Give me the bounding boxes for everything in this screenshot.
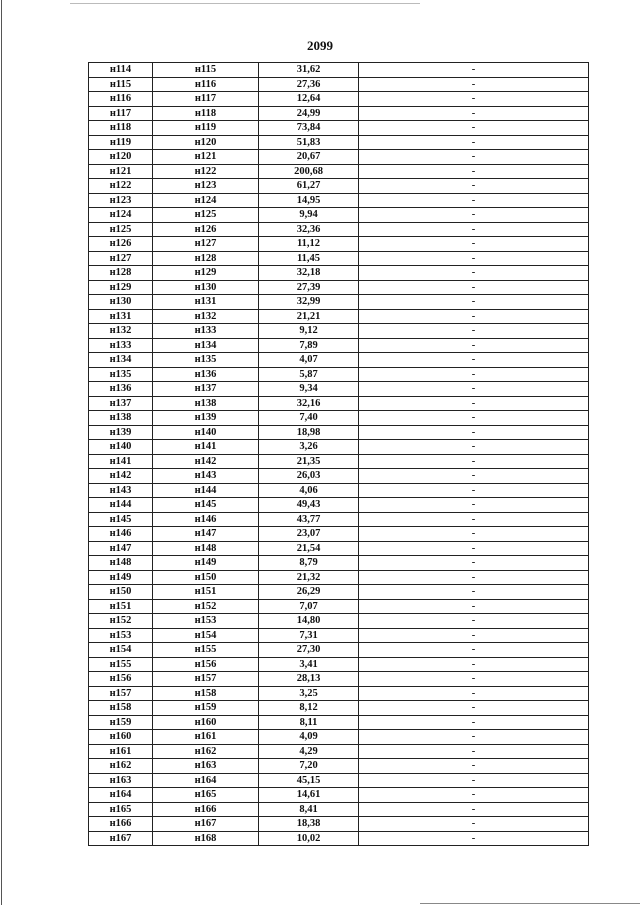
point-to-cell: н153 — [153, 614, 259, 629]
table-row — [89, 222, 589, 237]
point-to-cell: н133 — [153, 324, 259, 339]
point-to-cell: н158 — [153, 686, 259, 701]
table-row — [89, 454, 589, 469]
point-from-cell: н143 — [89, 483, 153, 498]
point-to-cell: н154 — [153, 628, 259, 643]
note-cell: - — [359, 237, 589, 252]
point-to-cell: н151 — [153, 585, 259, 600]
table-row — [89, 382, 589, 397]
distance-cell: 51,83 — [259, 135, 359, 150]
point-from-cell: н118 — [89, 121, 153, 136]
note-cell: - — [359, 396, 589, 411]
distance-cell: 61,27 — [259, 179, 359, 194]
point-to-cell: н144 — [153, 483, 259, 498]
point-from-cell: н114 — [89, 63, 153, 78]
point-to-cell: н142 — [153, 454, 259, 469]
table-row — [89, 440, 589, 455]
point-to-cell: н136 — [153, 367, 259, 382]
point-from-cell: н119 — [89, 135, 153, 150]
distance-cell: 21,35 — [259, 454, 359, 469]
note-cell: - — [359, 469, 589, 484]
table-row — [89, 338, 589, 353]
distance-cell: 3,26 — [259, 440, 359, 455]
table-row — [89, 498, 589, 513]
point-to-cell: н122 — [153, 164, 259, 179]
table-row — [89, 266, 589, 281]
point-from-cell: н128 — [89, 266, 153, 281]
point-to-cell: н155 — [153, 643, 259, 658]
note-cell: - — [359, 759, 589, 774]
note-cell: - — [359, 353, 589, 368]
point-to-cell: н118 — [153, 106, 259, 121]
table-row — [89, 121, 589, 136]
point-to-cell: н126 — [153, 222, 259, 237]
table-row — [89, 193, 589, 208]
note-cell: - — [359, 280, 589, 295]
table-row — [89, 411, 589, 426]
note-cell: - — [359, 643, 589, 658]
point-to-cell: н138 — [153, 396, 259, 411]
point-to-cell: н160 — [153, 715, 259, 730]
table-row — [89, 788, 589, 803]
table-row — [89, 353, 589, 368]
point-from-cell: н124 — [89, 208, 153, 223]
note-cell: - — [359, 599, 589, 614]
table-row — [89, 541, 589, 556]
note-cell: - — [359, 164, 589, 179]
distance-cell: 12,64 — [259, 92, 359, 107]
note-cell: - — [359, 701, 589, 716]
point-from-cell: н152 — [89, 614, 153, 629]
note-cell: - — [359, 657, 589, 672]
distance-cell: 21,54 — [259, 541, 359, 556]
distance-cell: 32,36 — [259, 222, 359, 237]
distance-cell: 11,12 — [259, 237, 359, 252]
point-to-cell: н159 — [153, 701, 259, 716]
point-to-cell: н167 — [153, 817, 259, 832]
distance-cell: 7,20 — [259, 759, 359, 774]
point-to-cell: н165 — [153, 788, 259, 803]
note-cell: - — [359, 817, 589, 832]
point-from-cell: н129 — [89, 280, 153, 295]
distance-cell: 7,07 — [259, 599, 359, 614]
point-from-cell: н154 — [89, 643, 153, 658]
table-row — [89, 686, 589, 701]
distance-cell: 7,31 — [259, 628, 359, 643]
note-cell: - — [359, 295, 589, 310]
point-to-cell: н116 — [153, 77, 259, 92]
point-to-cell: н157 — [153, 672, 259, 687]
note-cell: - — [359, 63, 589, 78]
table-row — [89, 280, 589, 295]
table-row — [89, 324, 589, 339]
note-cell: - — [359, 92, 589, 107]
distance-cell: 24,99 — [259, 106, 359, 121]
distance-cell: 8,12 — [259, 701, 359, 716]
point-from-cell: н155 — [89, 657, 153, 672]
distance-cell: 43,77 — [259, 512, 359, 527]
point-from-cell: н136 — [89, 382, 153, 397]
point-to-cell: н164 — [153, 773, 259, 788]
point-from-cell: н139 — [89, 425, 153, 440]
distance-cell: 26,29 — [259, 585, 359, 600]
table-row — [89, 164, 589, 179]
table-row — [89, 150, 589, 165]
table-row — [89, 483, 589, 498]
point-from-cell: н162 — [89, 759, 153, 774]
table-row — [89, 585, 589, 600]
table-row — [89, 251, 589, 266]
point-from-cell: н127 — [89, 251, 153, 266]
note-cell: - — [359, 208, 589, 223]
point-to-cell: н137 — [153, 382, 259, 397]
point-from-cell: н144 — [89, 498, 153, 513]
note-cell: - — [359, 193, 589, 208]
table-row — [89, 92, 589, 107]
distance-cell: 9,34 — [259, 382, 359, 397]
point-to-cell: н127 — [153, 237, 259, 252]
point-from-cell: н146 — [89, 527, 153, 542]
point-to-cell: н156 — [153, 657, 259, 672]
point-from-cell: н147 — [89, 541, 153, 556]
distance-cell: 32,99 — [259, 295, 359, 310]
table-row — [89, 817, 589, 832]
point-from-cell: н132 — [89, 324, 153, 339]
note-cell: - — [359, 483, 589, 498]
point-from-cell: н158 — [89, 701, 153, 716]
distance-cell: 32,18 — [259, 266, 359, 281]
distance-cell: 14,80 — [259, 614, 359, 629]
point-to-cell: н139 — [153, 411, 259, 426]
point-to-cell: н120 — [153, 135, 259, 150]
note-cell: - — [359, 628, 589, 643]
note-cell: - — [359, 512, 589, 527]
point-to-cell: н115 — [153, 63, 259, 78]
point-from-cell: н150 — [89, 585, 153, 600]
note-cell: - — [359, 121, 589, 136]
note-cell: - — [359, 266, 589, 281]
point-to-cell: н121 — [153, 150, 259, 165]
distance-cell: 4,29 — [259, 744, 359, 759]
distance-cell: 9,12 — [259, 324, 359, 339]
note-cell: - — [359, 309, 589, 324]
distance-cell: 14,95 — [259, 193, 359, 208]
point-from-cell: н141 — [89, 454, 153, 469]
distance-cell: 8,79 — [259, 556, 359, 571]
table-row — [89, 135, 589, 150]
note-cell: - — [359, 498, 589, 513]
distance-cell: 7,89 — [259, 338, 359, 353]
point-to-cell: н132 — [153, 309, 259, 324]
table-row — [89, 672, 589, 687]
distance-cell: 4,07 — [259, 353, 359, 368]
point-from-cell: н138 — [89, 411, 153, 426]
note-cell: - — [359, 382, 589, 397]
point-from-cell: н149 — [89, 570, 153, 585]
point-from-cell: н126 — [89, 237, 153, 252]
table-row — [89, 106, 589, 121]
distance-cell: 27,39 — [259, 280, 359, 295]
note-cell: - — [359, 411, 589, 426]
point-to-cell: н148 — [153, 541, 259, 556]
point-to-cell: н168 — [153, 831, 259, 846]
point-to-cell: н147 — [153, 527, 259, 542]
table-row — [89, 425, 589, 440]
distance-cell: 11,45 — [259, 251, 359, 266]
table-row — [89, 367, 589, 382]
table-row — [89, 512, 589, 527]
distance-cell: 3,41 — [259, 657, 359, 672]
point-to-cell: н145 — [153, 498, 259, 513]
table-row — [89, 208, 589, 223]
point-from-cell: н116 — [89, 92, 153, 107]
point-from-cell: н120 — [89, 150, 153, 165]
distance-cell: 9,94 — [259, 208, 359, 223]
point-to-cell: н146 — [153, 512, 259, 527]
point-from-cell: н140 — [89, 440, 153, 455]
note-cell: - — [359, 106, 589, 121]
note-cell: - — [359, 715, 589, 730]
point-to-cell: н143 — [153, 469, 259, 484]
table-row — [89, 469, 589, 484]
distance-cell: 200,68 — [259, 164, 359, 179]
point-to-cell: н163 — [153, 759, 259, 774]
distance-cell: 18,98 — [259, 425, 359, 440]
table-row — [89, 701, 589, 716]
table-row — [89, 614, 589, 629]
note-cell: - — [359, 802, 589, 817]
note-cell: - — [359, 440, 589, 455]
point-from-cell: н115 — [89, 77, 153, 92]
note-cell: - — [359, 831, 589, 846]
distance-cell: 5,87 — [259, 367, 359, 382]
point-to-cell: н150 — [153, 570, 259, 585]
note-cell: - — [359, 614, 589, 629]
distance-cell: 3,25 — [259, 686, 359, 701]
table-row — [89, 237, 589, 252]
note-cell: - — [359, 541, 589, 556]
note-cell: - — [359, 672, 589, 687]
distance-cell: 73,84 — [259, 121, 359, 136]
point-from-cell: н165 — [89, 802, 153, 817]
distance-cell: 26,03 — [259, 469, 359, 484]
point-from-cell: н160 — [89, 730, 153, 745]
distance-cell: 32,16 — [259, 396, 359, 411]
note-cell: - — [359, 324, 589, 339]
point-from-cell: н145 — [89, 512, 153, 527]
point-from-cell: н133 — [89, 338, 153, 353]
table-row — [89, 730, 589, 745]
point-from-cell: н166 — [89, 817, 153, 832]
table-row — [89, 744, 589, 759]
point-from-cell: н131 — [89, 309, 153, 324]
point-from-cell: н122 — [89, 179, 153, 194]
note-cell: - — [359, 556, 589, 571]
point-from-cell: н148 — [89, 556, 153, 571]
distance-cell: 4,06 — [259, 483, 359, 498]
note-cell: - — [359, 77, 589, 92]
note-cell: - — [359, 788, 589, 803]
point-from-cell: н159 — [89, 715, 153, 730]
table-body — [89, 63, 589, 846]
table-row — [89, 802, 589, 817]
note-cell: - — [359, 150, 589, 165]
point-to-cell: н134 — [153, 338, 259, 353]
distance-cell: 4,09 — [259, 730, 359, 745]
point-from-cell: н151 — [89, 599, 153, 614]
table-row — [89, 309, 589, 324]
table-row — [89, 527, 589, 542]
distance-cell: 20,67 — [259, 150, 359, 165]
point-from-cell: н125 — [89, 222, 153, 237]
note-cell: - — [359, 367, 589, 382]
note-cell: - — [359, 527, 589, 542]
scan-top-line — [70, 3, 420, 4]
point-from-cell: н156 — [89, 672, 153, 687]
table-row — [89, 179, 589, 194]
page-number: 2099 — [307, 38, 333, 53]
point-from-cell: н153 — [89, 628, 153, 643]
point-to-cell: н141 — [153, 440, 259, 455]
note-cell: - — [359, 744, 589, 759]
table-row — [89, 63, 589, 78]
point-from-cell: н117 — [89, 106, 153, 121]
note-cell: - — [359, 570, 589, 585]
point-to-cell: н125 — [153, 208, 259, 223]
table-row — [89, 715, 589, 730]
distance-cell: 10,02 — [259, 831, 359, 846]
table-row — [89, 77, 589, 92]
table-row — [89, 396, 589, 411]
table-row — [89, 295, 589, 310]
point-to-cell: н162 — [153, 744, 259, 759]
point-from-cell: н163 — [89, 773, 153, 788]
distance-cell: 23,07 — [259, 527, 359, 542]
distance-cell: 49,43 — [259, 498, 359, 513]
note-cell: - — [359, 425, 589, 440]
distance-cell: 27,30 — [259, 643, 359, 658]
point-to-cell: н119 — [153, 121, 259, 136]
table-row — [89, 759, 589, 774]
distance-cell: 45,15 — [259, 773, 359, 788]
note-cell: - — [359, 179, 589, 194]
point-to-cell: н161 — [153, 730, 259, 745]
note-cell: - — [359, 585, 589, 600]
point-from-cell: н123 — [89, 193, 153, 208]
distance-cell: 14,61 — [259, 788, 359, 803]
point-to-cell: н140 — [153, 425, 259, 440]
distance-cell: 21,32 — [259, 570, 359, 585]
point-to-cell: н130 — [153, 280, 259, 295]
point-from-cell: н134 — [89, 353, 153, 368]
point-from-cell: н167 — [89, 831, 153, 846]
boundary-points-table — [88, 62, 589, 846]
point-to-cell: н123 — [153, 179, 259, 194]
point-from-cell: н142 — [89, 469, 153, 484]
point-to-cell: н124 — [153, 193, 259, 208]
table-row — [89, 657, 589, 672]
point-to-cell: н128 — [153, 251, 259, 266]
note-cell: - — [359, 773, 589, 788]
table-row — [89, 773, 589, 788]
distance-cell: 28,13 — [259, 672, 359, 687]
distance-cell: 31,62 — [259, 63, 359, 78]
table-row — [89, 831, 589, 846]
point-from-cell: н130 — [89, 295, 153, 310]
point-to-cell: н129 — [153, 266, 259, 281]
note-cell: - — [359, 135, 589, 150]
point-from-cell: н164 — [89, 788, 153, 803]
note-cell: - — [359, 222, 589, 237]
point-from-cell: н161 — [89, 744, 153, 759]
distance-cell: 8,11 — [259, 715, 359, 730]
point-to-cell: н149 — [153, 556, 259, 571]
scan-left-edge — [1, 0, 2, 905]
point-to-cell: н166 — [153, 802, 259, 817]
table-row — [89, 570, 589, 585]
point-from-cell: н157 — [89, 686, 153, 701]
point-to-cell: н131 — [153, 295, 259, 310]
note-cell: - — [359, 338, 589, 353]
distance-cell: 7,40 — [259, 411, 359, 426]
table-row — [89, 599, 589, 614]
point-from-cell: н135 — [89, 367, 153, 382]
note-cell: - — [359, 730, 589, 745]
point-from-cell: н121 — [89, 164, 153, 179]
table-row — [89, 643, 589, 658]
distance-cell: 18,38 — [259, 817, 359, 832]
note-cell: - — [359, 251, 589, 266]
table-row — [89, 556, 589, 571]
point-to-cell: н117 — [153, 92, 259, 107]
note-cell: - — [359, 454, 589, 469]
note-cell: - — [359, 686, 589, 701]
point-to-cell: н152 — [153, 599, 259, 614]
distance-cell: 21,21 — [259, 309, 359, 324]
distance-cell: 8,41 — [259, 802, 359, 817]
distance-cell: 27,36 — [259, 77, 359, 92]
point-to-cell: н135 — [153, 353, 259, 368]
point-from-cell: н137 — [89, 396, 153, 411]
table-row — [89, 628, 589, 643]
scan-bottom-line — [420, 903, 640, 904]
